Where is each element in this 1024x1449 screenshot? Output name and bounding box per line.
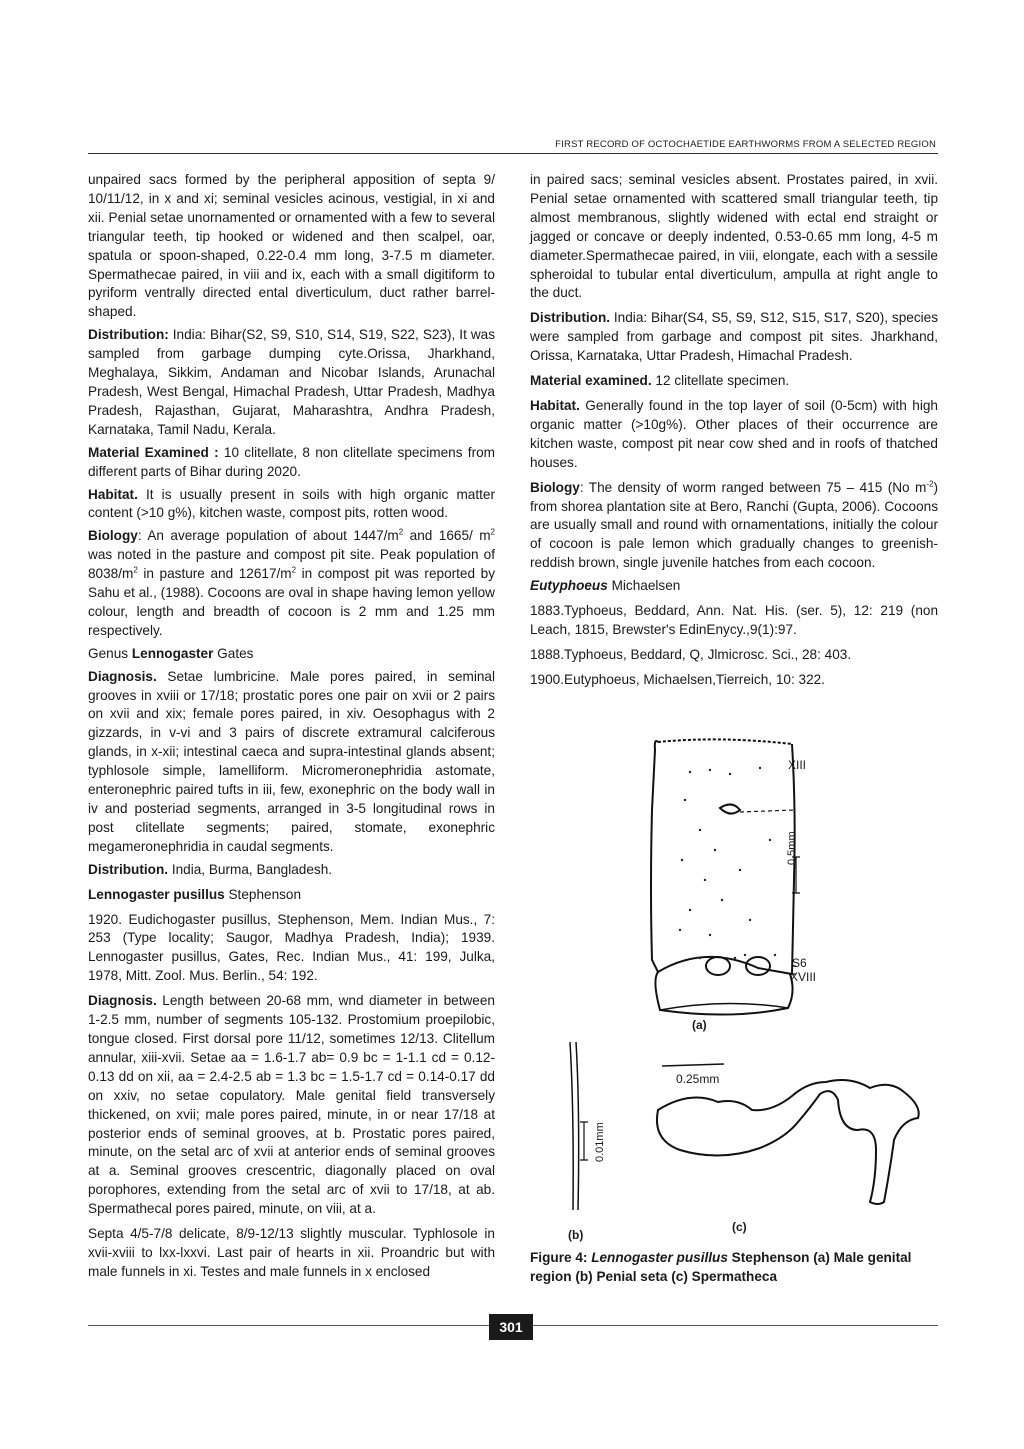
text: in pasture and 12617/m	[137, 566, 292, 582]
panel-label-a: (a)	[692, 1018, 707, 1032]
figure-caption	[530, 1248, 938, 1286]
stipple-dots	[679, 767, 776, 959]
genus-name: Eutyphoeus	[530, 578, 608, 594]
label-xiii: XIII	[788, 758, 807, 772]
label-s6: S6	[792, 956, 807, 970]
label: Habitat.	[530, 397, 580, 413]
label: Material examined.	[530, 373, 652, 389]
label: Biology	[88, 528, 138, 544]
page-number: 301	[489, 1314, 533, 1340]
text: ) from shorea plantation site at Bero, Ranchi (Gupta, 2006). Cocoons are usually small and round with ornamentations, initially the colour of cocoon is pale lemon which gradually changes to greenish-reddish brown, single juvenile hatches from each cocoon.	[530, 479, 938, 571]
label: Material Examined :	[88, 444, 219, 460]
caption-rest: Stephenson (a) Male genital region (b) Penial seta (c) Spermatheca	[530, 1250, 912, 1284]
label: Diagnosis.	[88, 993, 157, 1009]
superscript: -2	[926, 479, 934, 489]
distribution-paragraph	[530, 309, 938, 366]
synonymy-entry: 1883.Typhoeus, Beddard, Ann. Nat. His. (ser. 5), 12: 219 (non Leach, 1815, Brewster's EdinEnycy.,9(1):97.	[530, 603, 938, 637]
habitat-paragraph	[530, 397, 938, 473]
text: 10 clitellate, 8 non clitellate specimens from different parts of Bihar during 2020.	[88, 444, 495, 479]
penial-seta-drawing	[570, 1042, 588, 1210]
diagnosis-paragraph	[88, 668, 495, 857]
text: Length between 20-68 mm, wnd diameter in between 1-2.5 mm, number of segments 105-132. Prostomium proepilobic, tongue closed. First dorsal pore 11/12, sometimes 12/13. Clitellum annular, xiii-xvii. Setae aa = 1.6-1.7 ab= 0.9 bc = 1-1.1 cd = 0.12-0.13 dd on xii, aa = 2.4-2.5 ab = 1.3 bc = 1.5-1.7 cd = 0.14-0.17 dd on xxiv, no setae copulatory. Male genital field transversely thickened, on xvii; male pores paired, minute, in or near 17/18 at posterior ends of seminal grooves, at b. Prostatic pores paired, minute, on the setal arc of xvii at anterior ends of seminal grooves at a. Seminal grooves crescentric, diagonally placed on oval porophores, extending from the setal arc of xvii to 17/18, at ab. Spermathecal pores paired, minute, on viii, at a.	[88, 993, 495, 1217]
text: Generally found in the top layer of soil (0-5cm) with high organic matter (>10g%). Other places of their occurrence are kitchen waste, compost pit near cow shed and in roofs of thatched houses.	[530, 397, 938, 470]
panel-label-b: (b)	[568, 1228, 584, 1242]
genus-name: Lennogaster	[131, 645, 214, 661]
text: was noted in the pasture and compost pit site. Peak population of 8038/m	[88, 547, 495, 582]
text: in compost pit was reported by Sahu et al., (1988). Cocoons are oval in shape having lemon yellow colour, length and breadth of cocoon is 2 mm and 1.25 mm respectively.	[88, 566, 495, 638]
diagnosis-paragraph	[88, 992, 495, 1219]
text: India: Bihar(S4, S5, S9, S12, S15, S17, S20), species were sampled from garbage and compost pit sites. Jharkhand, Orissa, Karnataka, Uttar Pradesh, Himachal Pradesh.	[530, 310, 938, 364]
label: Biology	[530, 479, 580, 495]
scale-label-c: 0.25mm	[676, 1072, 720, 1086]
text: Genus	[88, 645, 132, 661]
label-xviii: XVIII	[790, 970, 817, 984]
paragraph: in paired sacs; seminal vesicles absent. Prostates paired, in xvii. Penial setae ornamented with scattered small triangular teeth, tip almost membranous, slightly widened with ectal end straight or jagged or concave or deeply indented, 0.53-0.65 mm long, 4-5 m diameter.Spermathecae paired, in viii, elongate, each with a sessile spheroidal to tubular ental diverticulum, ampulla at right angle to the duct.	[530, 172, 938, 301]
paragraph: unpaired sacs formed by the peripheral apposition of septa 9/ 10/11/12, in x and xi; seminal vesicles acinous, vestigial, in xi and xii. Penial setae unornamented or ornamented with a few to several triangular teeth, tip hooked or widened and then scalpel, oar, spatula or spoon-shaped, 0.22-0.4 mm long, 3-7.5 m diameter. Spermathecae paired, in viii and ix, each with a small digitiform to pyriform ventrally directed ental diverticulum, duct rather barrel-shaped.	[88, 172, 495, 320]
figure-drawing	[540, 730, 940, 1250]
header-rule	[88, 153, 938, 154]
text: : The density of worm ranged between 75 – 415 (No m	[579, 479, 927, 495]
figure-4	[540, 730, 940, 1250]
caption-prefix: Figure 4:	[530, 1250, 592, 1265]
caption-species: Lennogaster pusillus	[591, 1250, 728, 1265]
synonymy-entry: 1900.Eutyphoeus, Michaelsen,Tierreich, 10: 322.	[530, 671, 825, 687]
habitat-paragraph	[88, 486, 495, 524]
superscript: 2	[133, 565, 138, 575]
text: Stephenson	[224, 886, 302, 902]
material-paragraph	[88, 444, 495, 482]
label: Diagnosis.	[88, 668, 157, 684]
text: : An average population of about 1447/m	[137, 528, 399, 544]
text: Gates	[213, 645, 254, 661]
biology-paragraph	[530, 479, 938, 574]
left-column	[88, 171, 495, 1286]
genus-heading	[530, 577, 938, 596]
superscript: 2	[291, 565, 297, 575]
biology-paragraph	[88, 527, 495, 640]
text: Setae lumbricine. Male pores paired, in seminal grooves in xviii or 17/18; prostatic pores one pair on xvii or 2 pairs on xvii and xix; female pores paired, in xiv. Oesophagus with 2 gizzards, in v-vi and 3 pairs of discrete extramural calciferous glands, in x-xii; intestinal caeca and supra-intestinal glands absent; typhlosole simple, lamelliform. Micromeronephridia astomate, enteronephric paired tufts in iii, few, exonephric on the body wall in iv and posteriad segments, arranged in 3-5 longitudinal rows in post clitellate segments; paired, stomate, exonephric megameronephridia in caudal segments.	[88, 668, 495, 854]
material-paragraph	[530, 372, 938, 391]
superscript: 2	[490, 527, 495, 537]
label: Habitat.	[88, 486, 138, 502]
panel-label-c: (c)	[732, 1220, 747, 1234]
text: and 1665/ m	[403, 528, 491, 544]
genus-heading	[88, 645, 495, 664]
scale-label-b: 0.01mm	[594, 1122, 606, 1162]
distribution-paragraph	[88, 326, 495, 439]
text: India: Bihar(S2, S9, S10, S14, S19, S22, S23), It was sampled from garbage dumping cyte.Orissa, Jharkhand, Meghalaya, Sikkim, Andaman and Nicobar Islands, Arunachal Pradesh, West Bengal, Himachal Pradesh, Uttar Pradesh, Madhya Pradesh, Rajasthan, Gujarat, Maharashtra, Andhra Pradesh, Karnataka, Tamil Nadu, Kerala.	[88, 327, 495, 437]
text: Michaelsen	[607, 578, 681, 594]
paragraph: Septa 4/5-7/8 delicate, 8/9-12/13 slightly muscular. Typhlosole in xvii-xviii to lxx-lxxvi. Last pair of hearts in xii. Proandric but with male funnels in xi. Testes and male funnels in x enclosed	[88, 1226, 495, 1279]
label: Distribution.	[530, 310, 611, 326]
species-name: Lennogaster pusillus	[88, 886, 225, 902]
label: Distribution.	[88, 861, 169, 877]
species-heading	[88, 886, 495, 905]
text: India, Burma, Bangladesh.	[168, 861, 333, 877]
scale-label-a: 0.5mm	[786, 831, 798, 865]
superscript: 2	[398, 527, 404, 537]
synonymy-entry: 1888.Typhoeus, Beddard, Q, Jlmicrosc. Sci., 28: 403.	[530, 646, 852, 662]
synonymy-paragraph: 1920. Eudichogaster pusillus, Stephenson, Mem. Indian Mus., 7: 253 (Type locality; Saugor, Madhya Pradesh, India); 1939. Lennogaster pusillus, Gates, Rec. Indian Mus., 41: 199, Julka, 1978, Mitt. Zool. Mus. Berlin., 54: 192.	[88, 911, 495, 984]
right-column	[530, 171, 938, 694]
label: Distribution:	[88, 327, 169, 343]
text: It is usually present in soils with high organic matter content (>10 g%), kitchen waste, compost pits, rotten wood.	[88, 486, 495, 521]
text: 12 clitellate specimen.	[651, 373, 790, 389]
distribution-paragraph	[88, 861, 495, 880]
male-genital-region-drawing	[651, 739, 800, 1014]
running-head: FIRST RECORD OF OCTOCHAETIDE EARTHWORMS FROM A SELECTED REGION	[555, 139, 936, 150]
